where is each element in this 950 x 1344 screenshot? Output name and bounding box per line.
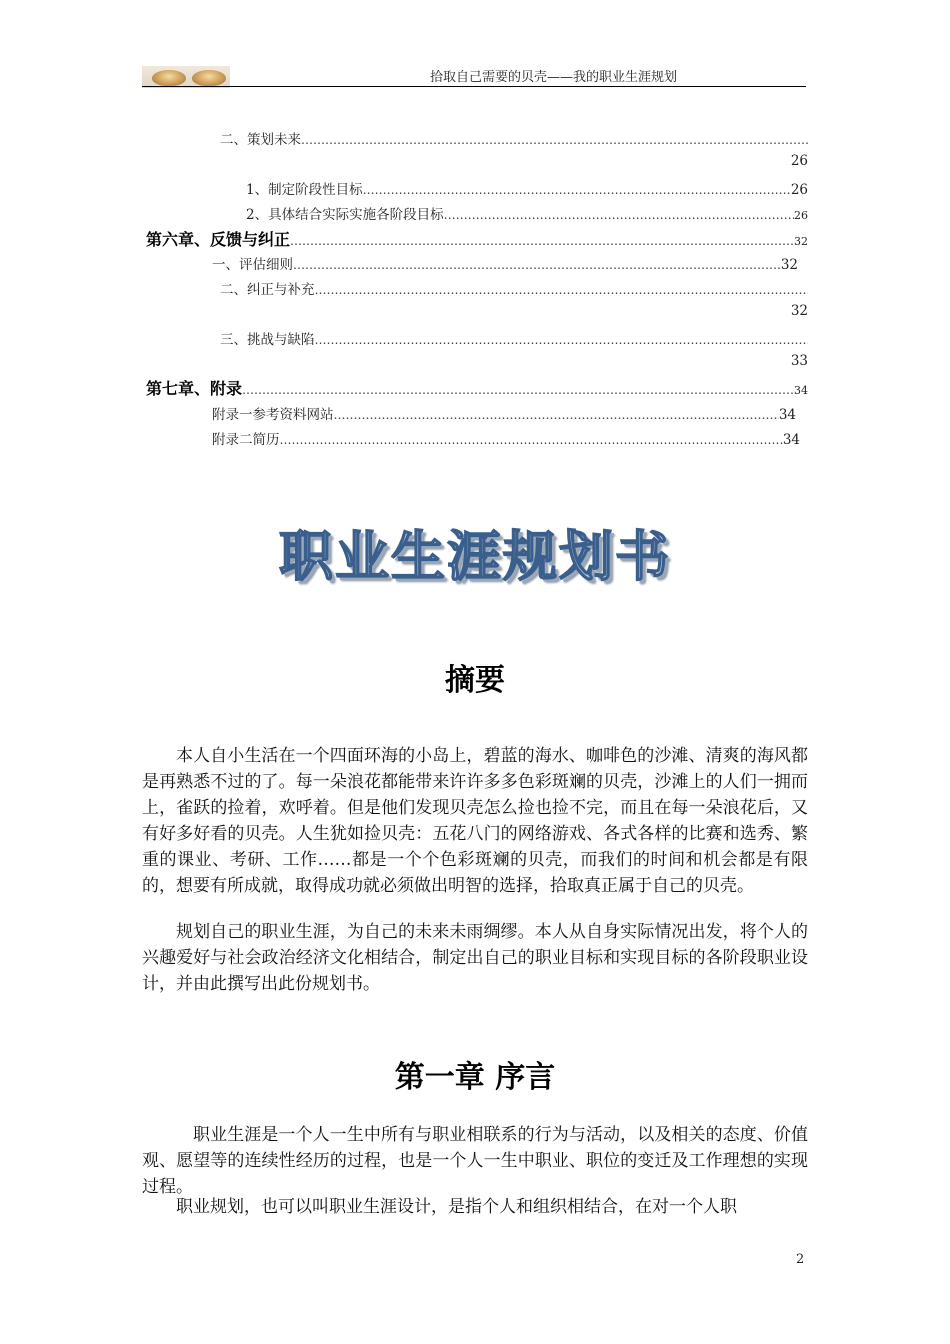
document-title: 职业生涯规划书 — [279, 525, 671, 588]
toc-entry[interactable]: 三、挑战与缺陷 …………………………………………………………………………………………………………………………………………………………………………………………… — [220, 328, 808, 348]
toc-leader — [334, 408, 779, 422]
shell-icon — [192, 70, 226, 86]
toc-leader — [315, 283, 809, 297]
chapter-heading: 第一章 序言 — [394, 1060, 556, 1095]
toc-page-number: 34 — [794, 384, 808, 397]
chapter-paragraph: 职业生涯是一个人一生中所有与职业相联系的行为与活动，以及相关的态度、价值观、愿望等的连续性经历的过程，也是一个人一生中职业、职位的变迁及工作理想的实现过程。 — [142, 1125, 808, 1197]
toc-page-number: 34 — [778, 407, 796, 423]
toc-leader — [290, 234, 794, 248]
toc-page-number: 26 — [790, 182, 808, 198]
toc-entry[interactable]: 1、制定阶段性目标 …………………………………………………………………………………………………………………………………………………………………………………………… 26 — [246, 178, 808, 198]
toc-entry[interactable]: 一、评估细则 …………………………………………………………………………………………………………………………………………………………………………………………… 32 — [212, 253, 798, 273]
toc-entry[interactable]: 2、具体结合实际实施各阶段目标 …………………………………………………………………………………………………………………………………………………………………………………………… 26 — [246, 203, 808, 223]
toc-page-number: 34 — [782, 432, 800, 448]
toc-leader — [315, 333, 809, 347]
toc-leader — [444, 208, 794, 222]
toc-leader — [363, 183, 791, 197]
header-divider — [142, 86, 806, 87]
running-header-title: 拾取自己需要的贝壳——我的职业生涯规划 — [430, 70, 678, 85]
toc-entry[interactable]: 二、纠正与补充 …………………………………………………………………………………………………………………………………………………………………………………………… — [220, 278, 808, 298]
toc-leader — [301, 133, 808, 147]
chapter-paragraph: 职业规划，也可以叫职业生涯设计，是指个人和组织相结合，在对一个人职 — [176, 1197, 737, 1217]
abstract-paragraph: 本人自小生活在一个四面环海的小岛上，碧蓝的海水、咖啡色的沙滩、清爽的海风都是再熟悉不过的了。每一朵浪花都能带来许许多多色彩斑斓的贝壳，沙滩上的人们一拥而上，雀跃的捡着，欢呼着。但是他们发现贝壳怎么捡也捡不完，而且在每一朵浪花后，又有好多好看的贝壳。人生犹如捡贝壳：五花八门的网络游戏、各式各样的比赛和选秀、繁重的课业、考研、工作……都是一个个色彩斑斓的贝壳，而我们的时间和机会都是有限的，想要有所成就，取得成功就必须做出明智的选择，拾取真正属于自己的贝壳。 — [142, 746, 808, 896]
toc-chapter-entry[interactable]: 第六章、反馈与纠正 …………………………………………………………………………………………………………………………………………………………………………………………… 32 — [146, 227, 808, 250]
toc-page-number: 32 — [780, 257, 798, 273]
toc-page-number: 26 — [794, 209, 808, 222]
shell-icon — [152, 70, 186, 86]
toc-entry[interactable]: 二、策划未来 …………………………………………………………………………………………………………………………………………………………………………………………… — [220, 128, 808, 148]
abstract-paragraph: 规划自己的职业生涯，为自己的未来未雨绸缪。本人从自身实际情况出发，将个人的兴趣爱好与社会政治经济文化相结合，制定出自己的职业目标和实现目标的各阶段职业设计，并由此撰写出此份规划书。 — [142, 922, 808, 994]
toc-entry[interactable]: 附录二简历 …………………………………………………………………………………………………………………………………………………………………………………………… 34 — [212, 428, 800, 448]
toc-leader — [242, 383, 794, 397]
toc-page-number: 32 — [794, 235, 808, 248]
page-number: 2 — [796, 1252, 805, 1267]
toc-leader — [293, 258, 781, 272]
abstract-heading: 摘要 — [445, 663, 505, 698]
toc-entry[interactable]: 附录一参考资料网站 …………………………………………………………………………………………………………………………………………………………………………………………… 34 — [212, 403, 796, 423]
header-shell-image — [142, 66, 230, 88]
toc-chapter-entry[interactable]: 第七章、附录 …………………………………………………………………………………………………………………………………………………………………………………………… 34 — [146, 376, 808, 399]
toc-page-number: 26 — [790, 153, 808, 169]
toc-page-number: 32 — [790, 303, 808, 319]
toc-page-number: 33 — [790, 353, 808, 369]
toc-leader — [280, 433, 783, 447]
